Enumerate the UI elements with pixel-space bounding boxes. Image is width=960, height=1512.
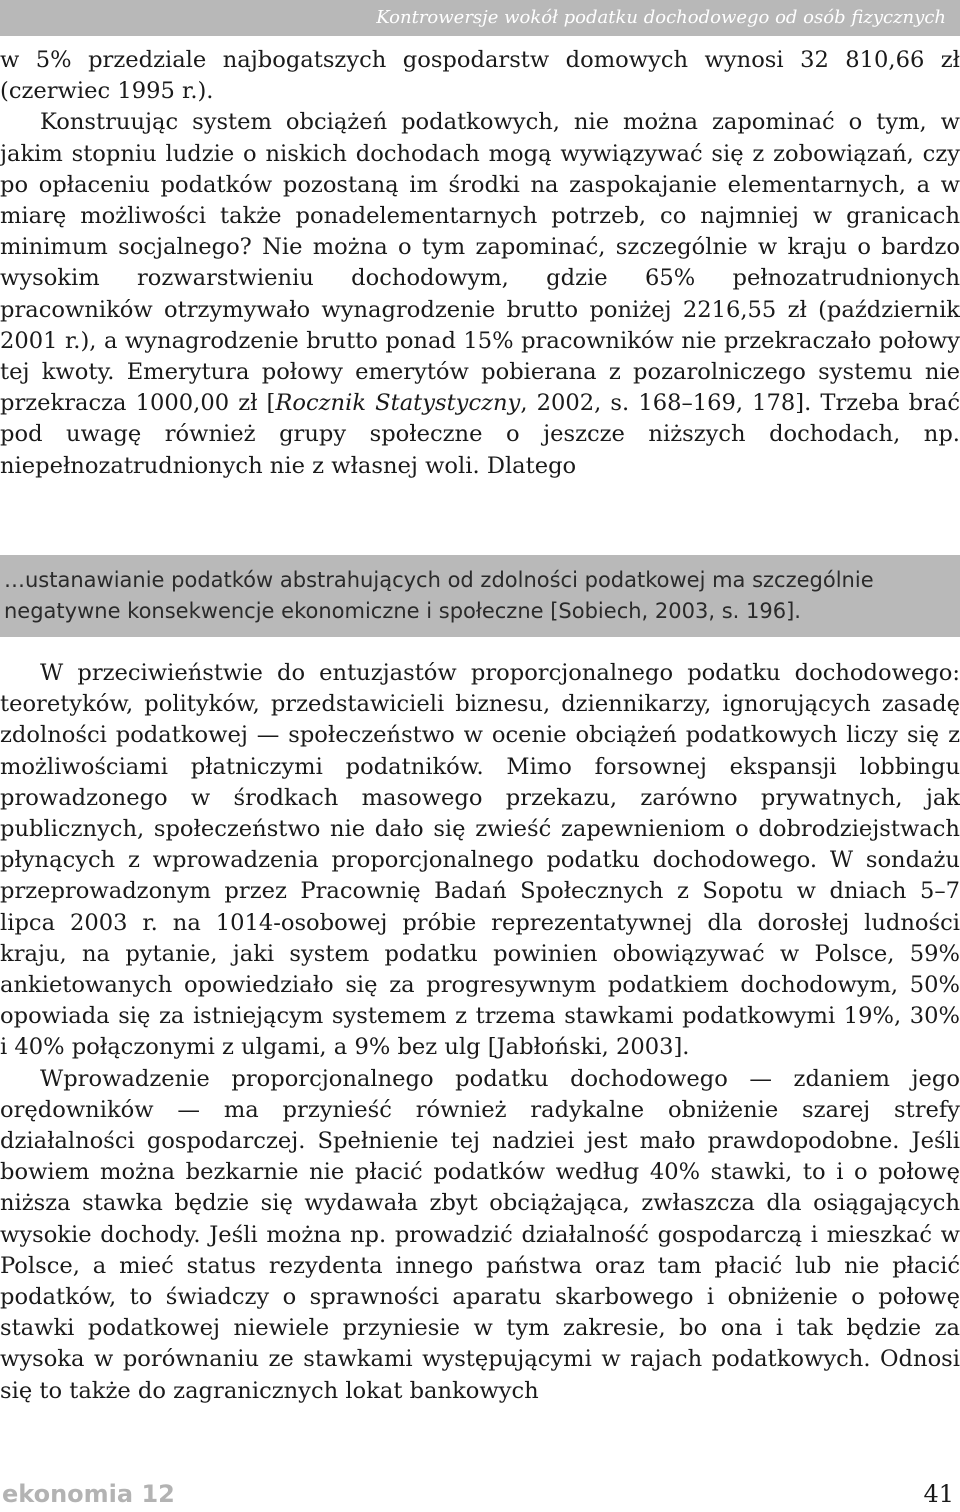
text-block-top bbox=[0, 45, 960, 482]
page-number: 41 bbox=[923, 1480, 954, 1508]
pull-quote-box bbox=[0, 555, 960, 637]
paragraph-text: Konstruując system obciążeń podatkowych, nie można zapominać o tym, w jakim stopniu ludzie o niskich dochodach mogą wywiązywać się z zobowiązań, czy po opłaceniu podatków pozostaną im środki na zaspokajanie elementarnych, a w miarę możliwości także ponadelementarnych potrzeb, co najmniej w granicach minimum socjalnego? Nie można o tym zapominać, szczególnie w kraju o bardzo wysokim rozwarstwieniu dochodowym, gdzie 65% pełnozatrudnionych pracowników otrzymywało wynagrodzenie brutto poniżej 2216,55 zł (październik 2001 r.), a wynagrodzenie brutto ponad 15% pracowników nie przekraczało połowy tej kwoty. Emerytura połowy emerytów pobierana z pozarolniczego systemu nie przekracza 1000,00 zł [ bbox=[0, 109, 960, 417]
journal-name: ekonomia 12 bbox=[2, 1480, 175, 1508]
running-header bbox=[0, 0, 960, 36]
paragraph-shadow-economy: Wprowadzenie proporcjonalnego podatku dochodowego — zdaniem jego orędowników — ma przynieść również radykalne obniżenie szarej strefy działalności gospodarczej. Spełnienie tej nadziei jest mało prawdopodobne. Jeśli bowiem można bezkarnie nie płacić podatków według 40% stawki, to i o połowę niższa stawka będzie się wydawała zbyt obciążająca, zwłaszcza dla osiągających wysokie dochody. Jeśli można np. prowadzić działalność gospodarczą i mieszkać w Polsce, a mieć status rezydenta innego państwa oraz tam płacić lub nie płacić podatków, to świadczy o sprawności aparatu skarbowego i obniżenie o połowę stawki podatkowej niewiele przyniesie w tym zakresie, bo ona i tak będzie za wysoka w porównaniu ze stawkami występującymi w rajach podatkowych. Odnosi się to także do zagranicznych lokat bankowych bbox=[0, 1065, 960, 1404]
citation-title: Rocznik Statystyczny bbox=[275, 390, 521, 417]
paragraph-continuation: w 5% przedziale najbogatszych gospodarstw domowych wynosi 32 810,66 zł (czerwiec 1995 r.). bbox=[0, 47, 960, 105]
pull-quote-text: …ustanawianie podatków abstrahujących od zdolności podatkowej ma szczególnie negatywne konsekwencje ekonomiczne i społeczne [Sobiech, 2003, s. 196]. bbox=[4, 568, 874, 623]
running-title: Kontrowersje wokół podatku dochodowego od osób fizycznych bbox=[376, 7, 946, 28]
paragraph-survey: W przeciwieństwie do entuzjastów proporcjonalnego podatku dochodowego: teoretyków, polityków, przedstawicieli biznesu, dziennikarzy, ignorujących zasadę zdolności podatkowej — społeczeństwo w ocenie obciążeń podatkowych liczy się z możliwościami płatniczymi podatników. Mimo forsownej ekspansji lobbingu prowadzonego w środkach masowego przekazu, zarówno prywatnych, jak publicznych, społeczeństwo nie dało się zwieść zapewnieniom o dobrodziejstwach płynących z wprowadzenia proporcjonalnego podatku dochodowego. W sondażu przeprowadzonym przez Pracownię Badań Społecznych z Sopotu w dniach 5–7 lipca 2003 r. na 1014-osobowej próbie reprezentatywnej dla dorosłej ludności kraju, na pytanie, jaki system podatku powinien obowiązywać w Polsce, 59% ankietowanych opowiedziało się za progresywnym podatkiem dochodowym, 50% opowiada się za istniejącym systemem z trzema stawkami podatkowymi 19%, 30% i 40% połączonymi z ulgami, a 9% bez ulg [Jabłoński, 2003]. bbox=[0, 660, 960, 1061]
text-block-bottom bbox=[0, 658, 960, 1407]
paragraph-tax-burden bbox=[0, 107, 960, 481]
page-footer bbox=[0, 1480, 960, 1512]
paragraph-text: , 2002, s. 168–169, 178]. Trzeba brać pod uwagę również grupy społeczne o jeszcze niższych dochodach, np. niepełnozatrudnionych nie z własnej woli. Dlatego bbox=[0, 390, 960, 479]
